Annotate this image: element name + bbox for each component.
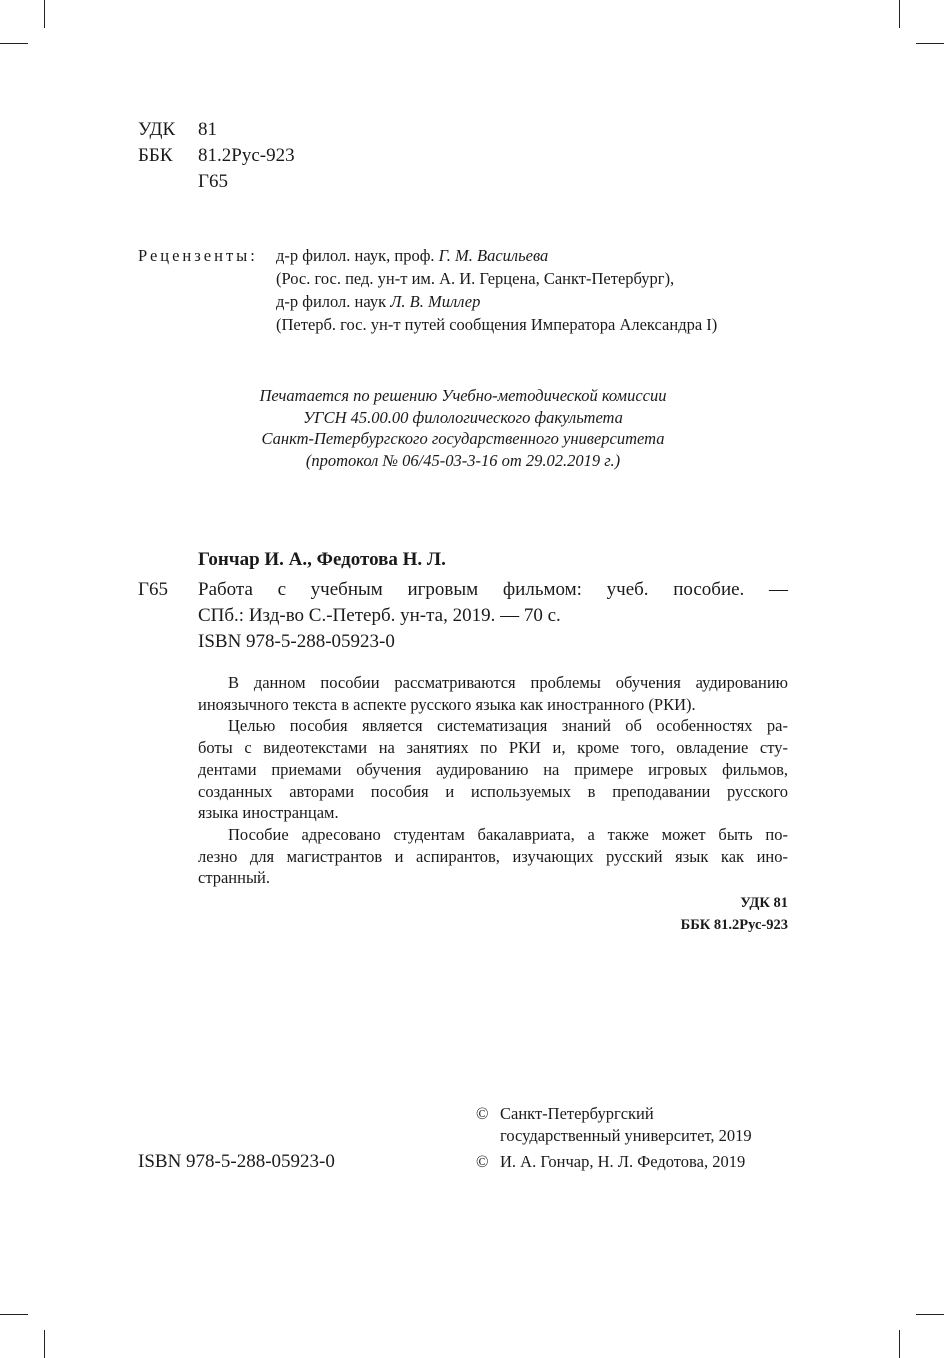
approval-line-4: (протокол № 06/45-03-3-16 от 29.02.2019 г.) — [305, 450, 621, 470]
annotation-line: иноязычного текста в аспекте русского языка как иностранного (РКИ). — [198, 694, 696, 714]
index-bbk: ББК 81.2Рус-923 — [680, 917, 788, 933]
crop-mark-bottom-left-h — [0, 1314, 28, 1315]
annotation-line: дентами приемами обучения аудированию на примере игровых фильмов, — [198, 759, 788, 779]
reviewer-2 — [276, 291, 480, 313]
reviewer-2-name: Л. В. Миллер — [390, 292, 481, 311]
crop-mark-bottom-right-h — [916, 1314, 944, 1315]
crop-mark-top-left-h — [0, 43, 28, 44]
bbk-value: 81.2Рус-923 — [198, 145, 295, 166]
annotation-line: В данном пособии рассматриваются проблемы обучения аудированию — [228, 673, 788, 692]
author-sign: Г65 — [198, 171, 228, 192]
udk-label: УДК — [138, 119, 176, 140]
annotation-paragraph-2 — [198, 715, 788, 824]
crop-mark-bottom-left-v — [44, 1330, 45, 1358]
annotation-line: странный. — [198, 868, 271, 888]
annotation-line: языка иностранцам. — [198, 803, 339, 823]
annotation-line: созданных авторами пособия и используемых в преподавании русского — [198, 781, 788, 801]
crop-mark-top-left-v — [44, 0, 45, 28]
entry-sign: Г65 — [138, 579, 168, 600]
copyright-icon: © — [476, 1104, 489, 1123]
bbk-label: ББК — [138, 145, 173, 166]
entry-publisher-line: СПб.: Изд-во С.-Петерб. ун-та, 2019. — 70 с. — [198, 605, 561, 626]
crop-mark-top-right-h — [916, 43, 944, 44]
copyright-icon: © — [476, 1152, 489, 1171]
crop-mark-top-right-v — [899, 0, 900, 28]
annotation-line: Целью пособия является систематизация знаний об особенностях ра- — [228, 716, 788, 736]
authors-heading: Гончар И. А., Федотова Н. Л. — [198, 549, 446, 570]
reviewer-1 — [276, 245, 548, 267]
reviewer-1-degree: д-р филол. наук, проф. — [276, 246, 435, 265]
annotation-line: Пособие адресовано студентам бакалавриата, а также может быть по- — [228, 824, 788, 844]
reviewer-2-degree: д-р филол. наук — [276, 292, 387, 311]
approval-line-3: Санкт-Петербургского государственного университета — [261, 429, 665, 448]
annotation-paragraph-3 — [198, 824, 788, 889]
reviewers-label: Рецензенты: — [138, 246, 258, 265]
crop-mark-bottom-right-v — [899, 1330, 900, 1358]
copyright-2: И. А. Гончар, Н. Л. Федотова, 2019 — [500, 1152, 746, 1171]
annotation-line: лезно для магистрантов и аспирантов, изучающих русский язык как ино- — [198, 846, 788, 866]
index-udk: УДК 81 — [740, 895, 788, 911]
reviewer-1-name: Г. М. Васильева — [438, 246, 549, 265]
approval-line-1: Печатается по решению Учебно-методической комиссии — [259, 386, 667, 405]
reviewer-2-affiliation: (Петерб. гос. ун-т путей сообщения Императора Александра I) — [276, 315, 718, 334]
annotation-line: боты с видеотекстами на занятиях по РКИ и, кроме того, овладение сту- — [198, 738, 788, 758]
annotation — [198, 672, 788, 889]
copyright-1-line-2: государственный университет, 2019 — [500, 1126, 752, 1145]
entry-title-line — [198, 577, 788, 603]
reviewer-1-affiliation: (Рос. гос. пед. ун-т им. А. И. Герцена, Санкт-Петербург), — [276, 269, 675, 288]
udk-value: 81 — [198, 119, 217, 140]
copyright-1-line-1: Санкт-Петербургский — [500, 1104, 654, 1123]
entry-title-text: Работа с учебным игровым фильмом: учеб. пособие. — — [198, 579, 788, 600]
approval-line-2: УГСН 45.00.00 филологического факультета — [303, 407, 623, 427]
annotation-paragraph-1 — [198, 672, 788, 715]
entry-isbn: ISBN 978-5-288-05923-0 — [198, 631, 395, 652]
approval-note — [138, 385, 788, 471]
footer-isbn: ISBN 978-5-288-05923-0 — [138, 1151, 335, 1172]
index-codes — [588, 892, 788, 936]
